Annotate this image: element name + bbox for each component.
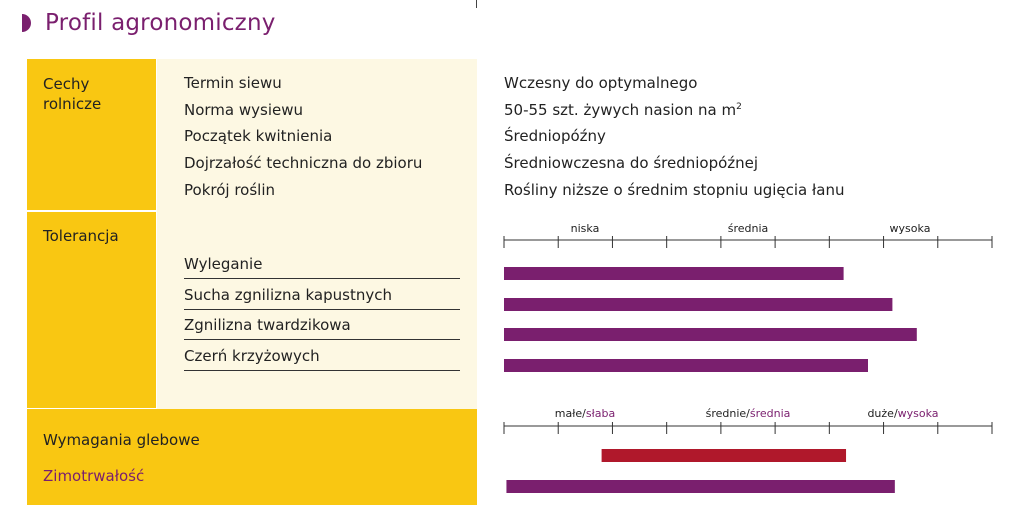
- tolerance-bar: [504, 298, 892, 311]
- tolerance-scale-mid: średnia: [727, 222, 769, 235]
- tolerance-item-label: Czerń krzyżowych: [184, 347, 320, 365]
- trait-label: Norma wysiewu: [184, 101, 304, 119]
- section-label-tolerancja: Tolerancja: [43, 227, 119, 245]
- trait-label: Pokrój roślin: [184, 181, 275, 199]
- section-label-wymagania: Wymagania glebowe: [43, 431, 200, 449]
- page-title: Profil agronomiczny: [45, 10, 276, 36]
- trait-value-sup: 2: [736, 102, 742, 112]
- soil-axis: [504, 422, 992, 434]
- soil-scale-mid-b: średnia: [749, 407, 791, 420]
- soil-bars: [506, 449, 894, 493]
- tolerance-item-label: Zgnilizna twardzikowa: [184, 316, 351, 334]
- trait-label: Początek kwitnienia: [184, 127, 333, 145]
- tolerance-item-label: Wyleganie: [184, 255, 263, 273]
- soil-scale-high-a: duże: [867, 407, 894, 420]
- trait-value: Wczesny do optymalnego: [504, 74, 698, 92]
- trait-value: Rośliny niższe o średnim stopniu ugięcia łanu: [504, 181, 845, 199]
- soil-scale-low-a: małe: [554, 407, 583, 420]
- tolerance-bar: [504, 267, 844, 280]
- trait-value-text: 50-55 szt. żywych nasion na m: [504, 101, 737, 119]
- soil-scale-sep: /: [893, 407, 898, 420]
- section-label-zimotrwalosc: Zimotrwałość: [43, 467, 145, 485]
- tolerance-item-label: Sucha zgnilizna kapustnych: [184, 286, 392, 304]
- tolerance-bars: [504, 267, 917, 372]
- tolerance-axis: [504, 236, 992, 248]
- tolerance-bar: [504, 328, 917, 341]
- soil-scale-mid-a: średnie: [705, 407, 747, 420]
- trait-value: Średniowczesna do średniopóźnej: [504, 154, 759, 172]
- trait-label: Termin siewu: [184, 74, 282, 92]
- soil-bar-zimotrwalosc: [506, 480, 894, 493]
- soil-scale-sep: /: [582, 407, 586, 420]
- tolerance-scale-low: niska: [570, 222, 600, 235]
- tolerance-scale-high: wysoka: [889, 222, 931, 235]
- section-label-cechy: Cechy rolnicze: [43, 75, 102, 113]
- soil-bar-wymagania-glebowe: [602, 449, 846, 462]
- trait-label: Dojrzałość techniczna do zbioru: [184, 154, 423, 172]
- trait-value: Średniopóźny: [504, 127, 606, 145]
- soil-scale-sep: /: [746, 407, 750, 420]
- tolerance-bar: [504, 359, 868, 372]
- soil-scale-high-b: wysoka: [897, 407, 939, 420]
- soil-scale-low-b: słaba: [585, 407, 616, 420]
